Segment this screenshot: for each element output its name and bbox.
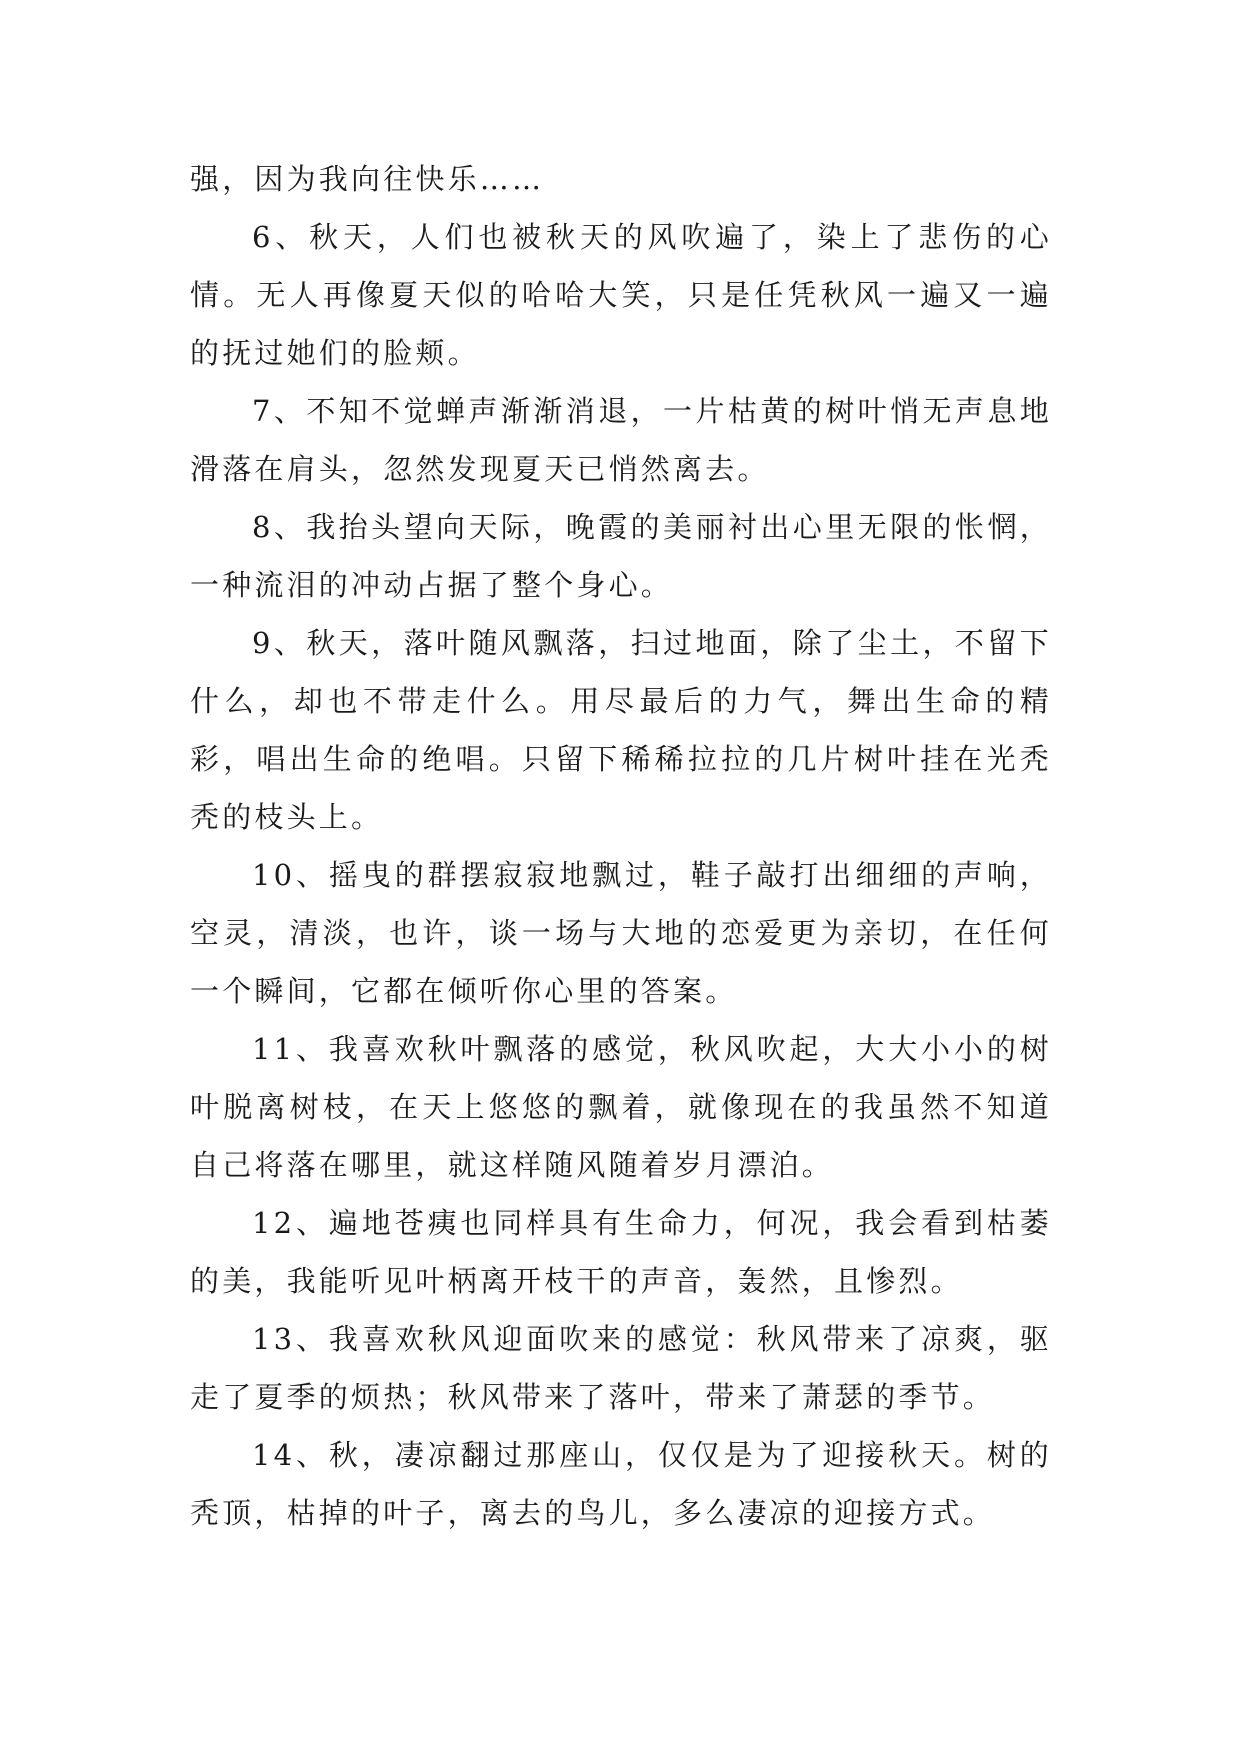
paragraph-13: 13、我喜欢秋风迎面吹来的感觉：秋风带来了凉爽，驱走了夏季的烦热；秋风带来了落叶，带来了萧瑟的季节。 (190, 1322, 1052, 1414)
paragraph-7: 7、不知不觉蝉声渐渐消退，一片枯黄的树叶悄无声息地滑落在肩头，忽然发现夏天已悄然离去。 (190, 394, 1052, 486)
paragraph-8: 8、我抬头望向天际，晚霞的美丽衬出心里无限的怅惘，一种流泪的冲动占据了整个身心。 (190, 510, 1052, 602)
document-body (190, 150, 1052, 1542)
paragraph-9: 9、秋天，落叶随风飘落，扫过地面，除了尘土，不留下什么，却也不带走什么。用尽最后的力气，舞出生命的精彩，唱出生命的绝唱。只留下稀稀拉拉的几片树叶挂在光秃秃的枝头上。 (190, 626, 1052, 834)
paragraph-14: 14、秋，凄凉翻过那座山，仅仅是为了迎接秋天。树的秃顶，枯掉的叶子，离去的鸟儿，多么凄凉的迎接方式。 (190, 1438, 1052, 1530)
paragraph-continuation: 强，因为我向往快乐…… (190, 162, 545, 196)
paragraph-11: 11、我喜欢秋叶飘落的感觉，秋风吹起，大大小小的树叶脱离树枝，在天上悠悠的飘着，就像现在的我虽然不知道自己将落在哪里，就这样随风随着岁月漂泊。 (190, 1032, 1052, 1182)
paragraph-6: 6、秋天，人们也被秋天的风吹遍了，染上了悲伤的心情。无人再像夏天似的哈哈大笑，只是任凭秋风一遍又一遍的抚过她们的脸颊。 (190, 220, 1052, 370)
paragraph-10: 10、摇曳的群摆寂寂地飘过，鞋子敲打出细细的声响，空灵，清淡，也许，谈一场与大地的恋爱更为亲切，在任何一个瞬间，它都在倾听你心里的答案。 (190, 858, 1052, 1008)
paragraph-12: 12、遍地苍痍也同样具有生命力，何况，我会看到枯萎的美，我能听见叶柄离开枝干的声音，轰然，且惨烈。 (190, 1206, 1052, 1298)
